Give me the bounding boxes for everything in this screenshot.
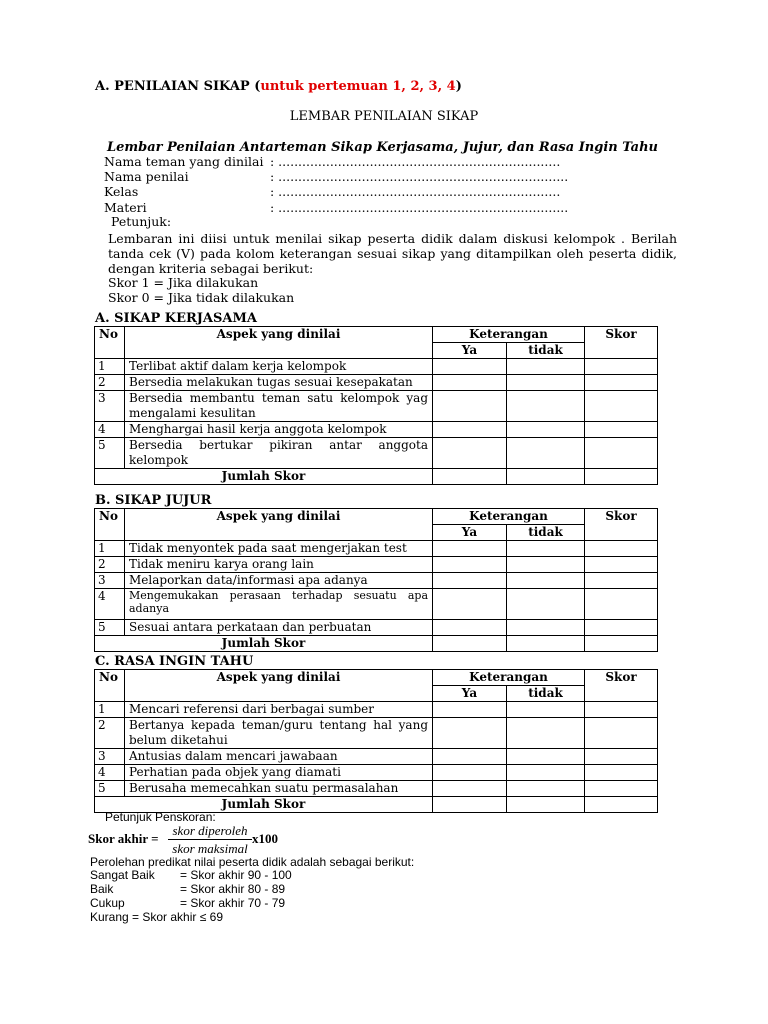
total-skor-cell[interactable] — [585, 636, 658, 652]
formula-denominator: skor maksimal — [172, 841, 248, 857]
table-row: 4 Perhatian pada objek yang diamati — [95, 765, 658, 781]
table-row: 3 Melaporkan data/informasi apa adanya — [95, 573, 658, 589]
col-header-no: No — [95, 327, 125, 359]
instructions-text: Lembaran ini diisi untuk menilai sikap peserta didik dalam diskusi kelompok . Berilah tanda cek (V) pada kolom keterangan sesuai sikap yang ditampilkan oleh peserta didik, dengan kriteria sebagai berikut: — [108, 231, 677, 276]
rubric-table-jujur: No Aspek yang dinilai Keterangan Skor Ya tidak 1 Tidak menyontek pada saat mengerjakan test 2 Tidak meniru karya orang lain 3 Melaporkan data/informasi apa adanya 4 Mengemukakan perasaan terhadap sesuatu apa adanya 5 Sesuai antara perkataan dan perbuatan Jumlah Skor — [94, 508, 658, 652]
tidak-cell[interactable] — [507, 375, 585, 391]
score-one-rule: Skor 1 = Jika dilakukan — [108, 275, 259, 290]
tidak-cell[interactable] — [507, 749, 585, 765]
formula-fraction — [168, 823, 252, 857]
ya-cell[interactable] — [433, 718, 507, 749]
ya-cell[interactable] — [433, 375, 507, 391]
table-row: 1 Terlibat aktif dalam kerja kelompok — [95, 359, 658, 375]
skor-cell[interactable] — [585, 391, 658, 422]
skor-cell[interactable] — [585, 375, 658, 391]
tidak-cell[interactable] — [507, 781, 585, 797]
skor-cell[interactable] — [585, 422, 658, 438]
ya-cell[interactable] — [433, 765, 507, 781]
table-row: 1 Mencari referensi dari berbagai sumber — [95, 702, 658, 718]
field-assessor-name: Nama penilai : ......................................................................... — [104, 169, 569, 184]
ya-cell[interactable] — [433, 589, 507, 620]
table-row: 2 Bertanya kepada teman/guru tentang hal yang belum diketahui — [95, 718, 658, 749]
skor-cell[interactable] — [585, 749, 658, 765]
formula-label: Skor akhir = — [88, 831, 159, 846]
total-skor-cell[interactable] — [585, 797, 658, 813]
grade-sangat-baik: Sangat Baik = Skor akhir 90 - 100 — [90, 868, 292, 882]
table-row: 5 Berusaha memecahkan suatu permasalahan — [95, 781, 658, 797]
ya-cell[interactable] — [433, 620, 507, 636]
tidak-cell[interactable] — [507, 765, 585, 781]
meeting-note: untuk pertemuan 1, 2, 3, 4 — [260, 79, 456, 94]
table-row: 5 Sesuai antara perkataan dan perbuatan — [95, 620, 658, 636]
col-header-tidak: tidak — [507, 343, 585, 359]
formula-numerator: skor diperoleh — [168, 823, 252, 840]
grade-kurang: Kurang = Skor akhir ≤ 69 — [90, 910, 223, 924]
table-row: 2 Tidak meniru karya orang lain — [95, 557, 658, 573]
table-row: 2 Bersedia melakukan tugas sesuai kesepakatan — [95, 375, 658, 391]
skor-cell[interactable] — [585, 765, 658, 781]
sheet-subtitle: Lembar Penilaian Antarteman Sikap Kerjasama, Jujur, dan Rasa Ingin Tahu — [107, 140, 658, 155]
tidak-cell[interactable] — [507, 589, 585, 620]
tidak-cell[interactable] — [507, 359, 585, 375]
ya-cell[interactable] — [433, 391, 507, 422]
section-title-kerjasama: A. SIKAP KERJASAMA — [95, 311, 257, 326]
scoring-label: Petunjuk Penskoran: — [105, 810, 216, 824]
skor-cell[interactable] — [585, 438, 658, 469]
tidak-cell[interactable] — [507, 573, 585, 589]
table-row: 1 Tidak menyontek pada saat mengerjakan test — [95, 541, 658, 557]
col-header-ya: Ya — [433, 343, 507, 359]
tidak-cell[interactable] — [507, 620, 585, 636]
ya-cell[interactable] — [433, 557, 507, 573]
ya-cell[interactable] — [433, 702, 507, 718]
skor-cell[interactable] — [585, 620, 658, 636]
total-row: Jumlah Skor — [95, 636, 658, 652]
tidak-cell[interactable] — [507, 438, 585, 469]
field-class: Kelas : ....................................................................... — [104, 184, 561, 199]
tidak-cell[interactable] — [507, 702, 585, 718]
ya-cell[interactable] — [433, 541, 507, 557]
skor-cell[interactable] — [585, 702, 658, 718]
ya-cell[interactable] — [433, 438, 507, 469]
skor-cell[interactable] — [585, 541, 658, 557]
score-zero-rule: Skor 0 = Jika tidak dilakukan — [108, 290, 295, 305]
ya-cell[interactable] — [433, 422, 507, 438]
field-material: Materi : ......................................................................... — [104, 200, 569, 215]
total-skor-cell[interactable] — [585, 469, 658, 485]
field-peer-name: Nama teman yang dinilai : ....................................................................... — [104, 154, 561, 169]
ya-cell[interactable] — [433, 359, 507, 375]
formula-multiplier: x100 — [252, 831, 278, 846]
ya-cell[interactable] — [433, 573, 507, 589]
sheet-title: LEMBAR PENILAIAN SIKAP — [289, 109, 479, 124]
skor-cell[interactable] — [585, 557, 658, 573]
ya-cell[interactable] — [433, 749, 507, 765]
tidak-cell[interactable] — [507, 541, 585, 557]
col-header-skor: Skor — [585, 327, 658, 359]
tidak-cell[interactable] — [507, 391, 585, 422]
tidak-cell[interactable] — [507, 422, 585, 438]
table-row: 3 Antusias dalam mencari jawabaan — [95, 749, 658, 765]
skor-cell[interactable] — [585, 718, 658, 749]
grade-cukup: Cukup = Skor akhir 70 - 79 — [90, 896, 286, 910]
col-header-keterangan: Keterangan — [433, 327, 585, 343]
grade-baik: Baik = Skor akhir 80 - 89 — [90, 882, 286, 896]
ya-cell[interactable] — [433, 781, 507, 797]
skor-cell[interactable] — [585, 573, 658, 589]
col-header-aspek: Aspek yang dinilai — [125, 327, 433, 359]
skor-cell[interactable] — [585, 359, 658, 375]
tidak-cell[interactable] — [507, 557, 585, 573]
grade-intro: Perolehan predikat nilai peserta didik adalah sebagai berikut: — [90, 855, 415, 869]
section-heading: A. PENILAIAN SIKAP (untuk pertemuan 1, 2, 3, 4) — [95, 79, 462, 94]
total-row: Jumlah Skor — [95, 469, 658, 485]
table-row: 4 Mengemukakan perasaan terhadap sesuatu apa adanya — [95, 589, 658, 620]
tidak-cell[interactable] — [507, 718, 585, 749]
table-row: 5 Bersedia bertukar pikiran antar anggota kelompok — [95, 438, 658, 469]
section-title-rasa-ingin-tahu: C. RASA INGIN TAHU — [95, 654, 254, 669]
section-title-jujur: B. SIKAP JUJUR — [95, 493, 212, 508]
instructions-label: Petunjuk: — [111, 214, 172, 229]
skor-cell[interactable] — [585, 589, 658, 620]
skor-cell[interactable] — [585, 781, 658, 797]
total-row: Jumlah Skor — [95, 797, 658, 813]
rubric-table-rasa-ingin-tahu: No Aspek yang dinilai Keterangan Skor Ya tidak 1 Mencari referensi dari berbagai sumber 2 Bertanya kepada teman/guru tentang hal yang belum diketahui 3 Antusias dalam mencari jawabaan 4 Perhatian pada objek yang diamati 5 Berusaha memecahkan suatu permasalahan Jumlah Skor — [94, 669, 658, 813]
table-row: 3 Bersedia membantu teman satu kelompok yag mengalami kesulitan — [95, 391, 658, 422]
rubric-table-kerjasama — [94, 326, 658, 485]
table-row: 4 Menghargai hasil kerja anggota kelompok — [95, 422, 658, 438]
